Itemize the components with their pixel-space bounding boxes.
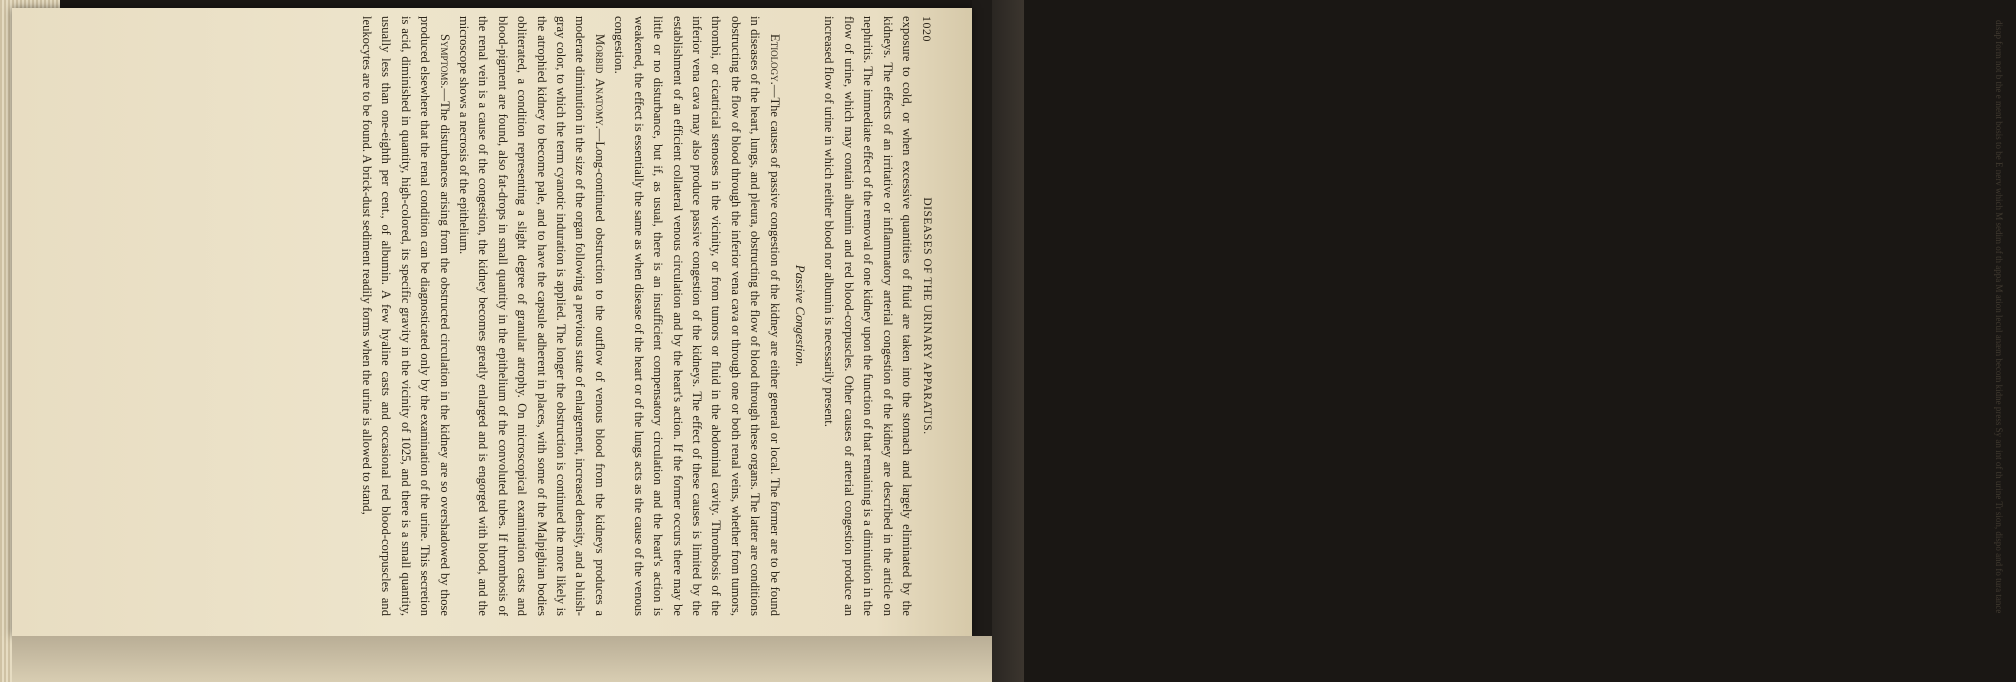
page-header — [916, 16, 938, 616]
symptoms-text: —The disturbances arising from the obstructed circulation in the kidney are so overshadowed by those produced elsewhere that the renal condition can be diagnosticated only by the examination of the urine. This secretion is acid, diminished in quantity, high-colored, its specific gravity in the vicinity of 1025, and there is a small quantity, usually less than one-eighth per cent., of albumin. A few hyaline casts and occasional red blood-corpuscles and leukocytes are to be found. A brick-dust sediment readily forms when the urine is allowed to stand, — [360, 16, 452, 616]
morbid-text: —Long-continued obstruction to the outflow of venous blood from the kidneys produces a moderate diminution in the size of the organ following a previous state of enlargement, increased density, and a bluish-gray color, to which the term cyanotic induration is applied. The longer the obstruction is continued the more likely is the atrophied kidney to become pale, and to have the capsule adherent in places, with some of the Malpighian bodies obliterated, a condition representing a slight degree of granular atrophy. On microscopical examination casts and blood-pigment are found, also fat-drops in small quantity in the epithelium of the convoluted tubes. If thrombosis of the renal vein is a cause of the congestion, the kidney becomes greatly enlarged and is engorged with blood, and the microscope shows a necrosis of the epithelium. — [457, 16, 607, 617]
facing-page-bleed-text: disap form not b the e ment bosis to be E nerv which M sedim of th appa M ation lecul anæm becom kidne press Sy an int of th urine Tr sion, dispo and fo tura tance — [1994, 20, 2004, 614]
running-head: DISEASES OF THE URINARY APPARATUS. — [921, 197, 933, 435]
etiology-lead: Etiology. — [767, 34, 782, 85]
rotated-text-block — [178, 16, 938, 616]
etiology-paragraph — [609, 16, 784, 616]
morbid-anatomy-paragraph — [454, 16, 609, 616]
symptoms-lead: Symptoms. — [437, 34, 452, 89]
page-number: 1020 — [920, 16, 935, 42]
page-body — [357, 16, 916, 616]
next-page-edge — [12, 636, 992, 682]
section-title: Passive Congestion. — [792, 264, 807, 368]
symptoms-paragraph — [357, 16, 454, 616]
morbid-lead: Morbid Anatomy. — [592, 34, 607, 129]
facing-page-edge — [992, 0, 2004, 682]
etiology-text: —The causes of passive congestion of the kidney are either general or local. The former are to be found in diseases of the heart, lungs, and pleura, obstructing the flow of blood through these organs. The latter are conditions obstructing the flow of blood through the inferior vena cava or through one or both renal veins, whether from tumors, thrombi, or cicatricial stenoses in the vicinity, or from tumors or fluid in the abdominal cavity. Thrombosis of the inferior vena cava may also produce passive congestion of the kidneys. The effect of these causes is limited by the establishment of an efficient collateral venous circulation and by the heart's action. If the former occurs there may be little or no disturbance, but if, as usual, there is an insufficient compensatory circulation and the heart's action is weakened, the effect is essentially the same as when disease of the heart or of the lungs acts as the cause of the venous congestion. — [612, 16, 782, 616]
intro-paragraph: exposure to cold, or when excessive quantities of fluid are taken into the stomach and largely eliminated by the kidneys. The effects of an irritative or inflammatory arterial congestion of the kidney are described in the article on nephritis. The immediate effect of the removal of one kidney upon the function of that remaining is a diminution in the flow of urine, which may contain albumin and red blood-corpuscles. Other causes of arterial congestion produce an increased flow of urine in which neither blood nor albumin is necessarily present. — [822, 16, 914, 616]
